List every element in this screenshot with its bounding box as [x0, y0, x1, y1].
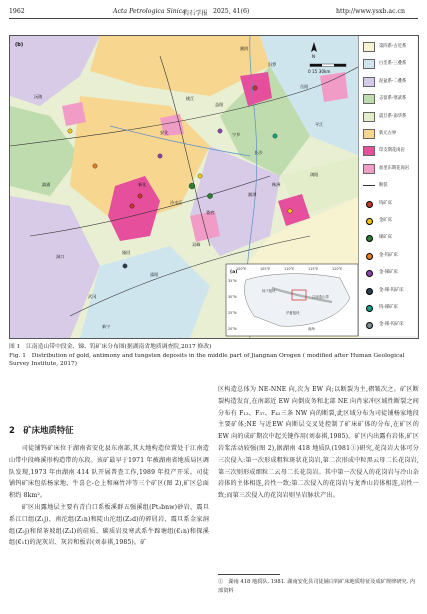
- city-label: 新化: [138, 182, 147, 187]
- inset-label-cathaysia: 华夏板块: [286, 311, 300, 315]
- figure-caption-en: Fig. 1 Distribution of gold, antimony and tungsten deposits in the middle part of Jiangnan Orogen ( modified after Human Geological Survey Institute, 2017): [9, 353, 405, 368]
- paragraph: 矿区出露地层主要有青白口系板溪群五强溪组(Pt₃bnw)砂岩、震旦系江口组(Z₁j)、南沱组(Z₁n)和陡山沱组(Z₂d)的碎屑岩、震旦系金家洞组(Z₂j)和留茶坡组(Z₂l)的硅质、碳质岩及寒武系牛蹄塘组(€₁n)和探溪组(€₁t)的泥灰岩、灰岩和板岩(刘泰祺,1985)。矿: [9, 503, 209, 547]
- legend-swatch: [363, 286, 375, 296]
- footnote: ① 湖南 418 地质队. 1981. 湖南安化县司徒铺白钨矿床地质特征及成矿规律研究. 内部资料: [218, 579, 416, 594]
- legend-swatch: [363, 146, 375, 156]
- north-label: N: [312, 54, 316, 59]
- legend-item: [363, 92, 417, 106]
- inset-lon-label: 105°E: [260, 267, 271, 271]
- legend-deposit-marker: [366, 322, 373, 329]
- inset-lat-label: 20°N: [228, 327, 237, 331]
- city-label: 娄底: [206, 210, 215, 215]
- city-label: 武冈: [88, 294, 97, 299]
- gold-deposit-marker: [288, 209, 292, 213]
- header-rule: [9, 18, 418, 19]
- inset-label-south-sea: 南海: [308, 327, 315, 331]
- legend-label: 新元古界: [379, 131, 397, 136]
- legend-swatch: [363, 320, 375, 330]
- legend-item: [363, 57, 417, 71]
- antimony-deposit-marker: [207, 193, 212, 198]
- legend-label: 金-锑-钨矿床: [379, 287, 404, 293]
- inset-lat-label: 25°N: [228, 311, 237, 315]
- caledonian-granite-far-ne: [320, 72, 348, 102]
- legend-item: [363, 318, 417, 332]
- legend-label: 志留系-寒武系: [379, 96, 407, 102]
- inset-label-jiangnan: 江南造山带: [312, 295, 329, 299]
- city-label: 冷水江: [170, 200, 183, 205]
- legend-item: [363, 301, 417, 315]
- inset-label-yangtze: 扬子板块: [262, 289, 276, 293]
- legend-label: 断裂: [379, 183, 388, 189]
- section-heading: 2 矿床地质特征: [9, 425, 74, 435]
- legend-swatch: [363, 199, 375, 209]
- map-legend: [358, 36, 417, 336]
- gold-tungsten-deposit-marker: [93, 164, 97, 168]
- legend-deposit-marker: [366, 305, 373, 312]
- legend-swatch: [363, 77, 375, 87]
- legend-deposit-marker: [366, 235, 373, 242]
- legend-swatch: [363, 129, 375, 139]
- gold-antimony-deposit-marker: [158, 154, 162, 158]
- page-number: 1962: [9, 8, 25, 15]
- inset-lat-label: 30°N: [228, 295, 237, 299]
- legend-swatch: [363, 59, 375, 69]
- legend-deposit-marker: [366, 270, 373, 277]
- legend-label: 金矿床: [379, 218, 392, 223]
- legend-label: 锑矿床: [379, 235, 392, 241]
- city-label: 株洲: [272, 182, 281, 187]
- legend-item: [363, 266, 417, 280]
- city-label: 平江: [315, 122, 324, 127]
- city-label: 湘潭: [248, 192, 257, 197]
- legend-swatch: [363, 112, 375, 122]
- geological-map: [10, 36, 360, 338]
- volume-issue: 2025, 41(6): [213, 8, 250, 15]
- legend-swatch: [363, 42, 375, 52]
- left-column: [9, 443, 209, 549]
- legend-swatch: [363, 181, 375, 191]
- legend-item: [363, 144, 417, 158]
- legend-item: [363, 162, 417, 176]
- inset-lon-label: 115°E: [308, 267, 319, 271]
- panel-label-b: (b): [15, 42, 24, 48]
- legend-swatch: [363, 268, 375, 278]
- legend-label: 泥盆系-二叠系: [379, 78, 407, 84]
- legend-label: 金-锑-钨矿床: [379, 322, 404, 328]
- legend-label: 第四系-古近系: [379, 44, 407, 49]
- city-label: 益阳: [215, 102, 224, 107]
- city-label: 安化: [160, 130, 169, 135]
- city-label: 宁乡: [232, 132, 241, 137]
- legend-item: [363, 179, 417, 193]
- legend-swatch: [363, 94, 375, 104]
- tungsten-antimony-deposit-marker: [273, 134, 277, 138]
- legend-label: 加里东期花岗岩: [379, 165, 410, 171]
- inset-lon-label: 120°E: [332, 267, 343, 271]
- legend-label: 白垩系-三叠系: [379, 61, 407, 67]
- gold-antimony-deposit-marker: [218, 129, 222, 133]
- legend-item: [363, 127, 417, 141]
- legend-deposit-marker: [366, 218, 373, 225]
- tungsten-deposit-marker: [253, 86, 257, 90]
- caledonian-granite-nw: [62, 102, 86, 126]
- gold-antimony-tungsten-deposit-marker: [123, 264, 127, 268]
- legend-item: [363, 214, 417, 228]
- city-label: 岳阳: [300, 84, 309, 89]
- city-label: 沅陵: [34, 94, 43, 99]
- city-label: 汨罗: [268, 62, 277, 67]
- legend-label: 震旦系-南华系: [379, 113, 407, 119]
- right-column: [218, 384, 419, 502]
- legend-deposit-marker: [366, 253, 373, 260]
- legend-swatch: [363, 303, 375, 313]
- paragraph: 区构造总体为 NE-NNE 向,次为 EW 向;以断裂为主,褶皱次之。矿区断裂构造发育,在南部近 EW 向倒皮务和北部 NE 向肖家冲区域性断裂之间分布有 F₁₃、F₃₇、F₄₂三条 NW 向的断裂,此区域分布为司徒铺杨家地段主要矿体;NE 与近EW 向断层交叉处控制了矿床矿体的分布,在矿区的 EW 向的成矿期次中起关键作用(刘泰祺,1985)。矿区内出露有岩体,矿区岩浆活动较强(图 2),据湖南 418 地质队(1981①)研究,花岗岩大体可分三次侵入:第一次形成粗粒斑状花岗岩,第二次形成中粒黑云母二长花岗岩,第三次则形成细粒二云母二长花岗岩。其中第一次侵入的花岗岩与冷山杂岩体的主体相连,岩性一致;第二次侵入的花岗岩与龙香山岩体相连,岩性一致;而第三次侵入的花岗岩则呈岩脉状产出。: [218, 386, 419, 500]
- journal-name-cn: 岩石学报: [183, 10, 208, 17]
- paragraph: 司徒铺钨矿床位于湖南省安化县东南部,其大地构造位置处于江南造山带中段峰溪形构造带的东段。该矿最早于1971 年被湖南省地质局区调队发现,1973 年由湖南 414 队开展普查工作,1989 年投产开采。司徒铺钨矿床包括杨家地、牛喜仑-仑上和麻竹冲等三个矿区(图 2),矿区总面积约 8km²。: [9, 445, 209, 500]
- legend-label: 钨矿床: [379, 200, 392, 206]
- figure-caption-cn: 图 1 江南造山带中段金、锑、钨矿床分布图(据湖南省地质调查院,2017 修改): [9, 344, 212, 350]
- tungsten-deposit-marker: [138, 194, 142, 198]
- city-label: 浏阳: [310, 172, 319, 177]
- legend-item: [363, 197, 417, 211]
- legend-item: [363, 284, 417, 298]
- inset-lon-label: 110°E: [284, 267, 295, 271]
- journal-url[interactable]: http://www.ysxb.ac.cn: [336, 8, 405, 15]
- legend-swatch: [363, 164, 375, 174]
- legend-swatch: [363, 251, 375, 261]
- legend-fault-line: [363, 185, 375, 186]
- legend-deposit-marker: [366, 201, 373, 208]
- legend-label: 钨-锑矿床: [379, 305, 398, 310]
- legend-item: [363, 110, 417, 124]
- gold-deposit-marker: [68, 129, 72, 133]
- city-label: 双峰: [192, 242, 201, 247]
- journal-name-en: Acta Petrologica Sinica: [113, 8, 186, 15]
- inset-lat-label: 35°N: [228, 279, 237, 283]
- city-label: 隆回: [122, 250, 131, 255]
- legend-swatch: [363, 233, 375, 243]
- city-label: 长沙: [254, 150, 263, 155]
- legend-swatch: [363, 216, 375, 226]
- legend-item: [363, 75, 417, 89]
- legend-deposit-marker: [366, 288, 373, 295]
- legend-label: 金-锑矿床: [379, 270, 398, 276]
- scale-label: 0 15 30km: [308, 69, 331, 74]
- city-label: 新宁: [102, 324, 111, 329]
- footnote-rule: [218, 574, 280, 575]
- antimony-deposit-marker: [189, 183, 195, 189]
- city-label: 邵阳: [150, 272, 159, 277]
- legend-item: [363, 249, 417, 263]
- legend-item: [363, 40, 417, 54]
- inset-panel-label: (a): [230, 270, 238, 275]
- city-label: 洞口: [56, 254, 65, 259]
- legend-label: 金-钨矿床: [379, 252, 398, 258]
- gold-deposit-marker: [198, 174, 202, 178]
- city-label: 溆浦: [42, 182, 51, 187]
- inset-lon-label: 100°E: [236, 267, 247, 271]
- legend-label: 印支期花岗岩: [379, 148, 405, 154]
- inset-map-a: [226, 264, 358, 336]
- city-label: 湘阴: [240, 46, 249, 51]
- legend-item: [363, 231, 417, 245]
- city-label: 桃江: [186, 96, 195, 101]
- tungsten-deposit-marker: [130, 204, 134, 208]
